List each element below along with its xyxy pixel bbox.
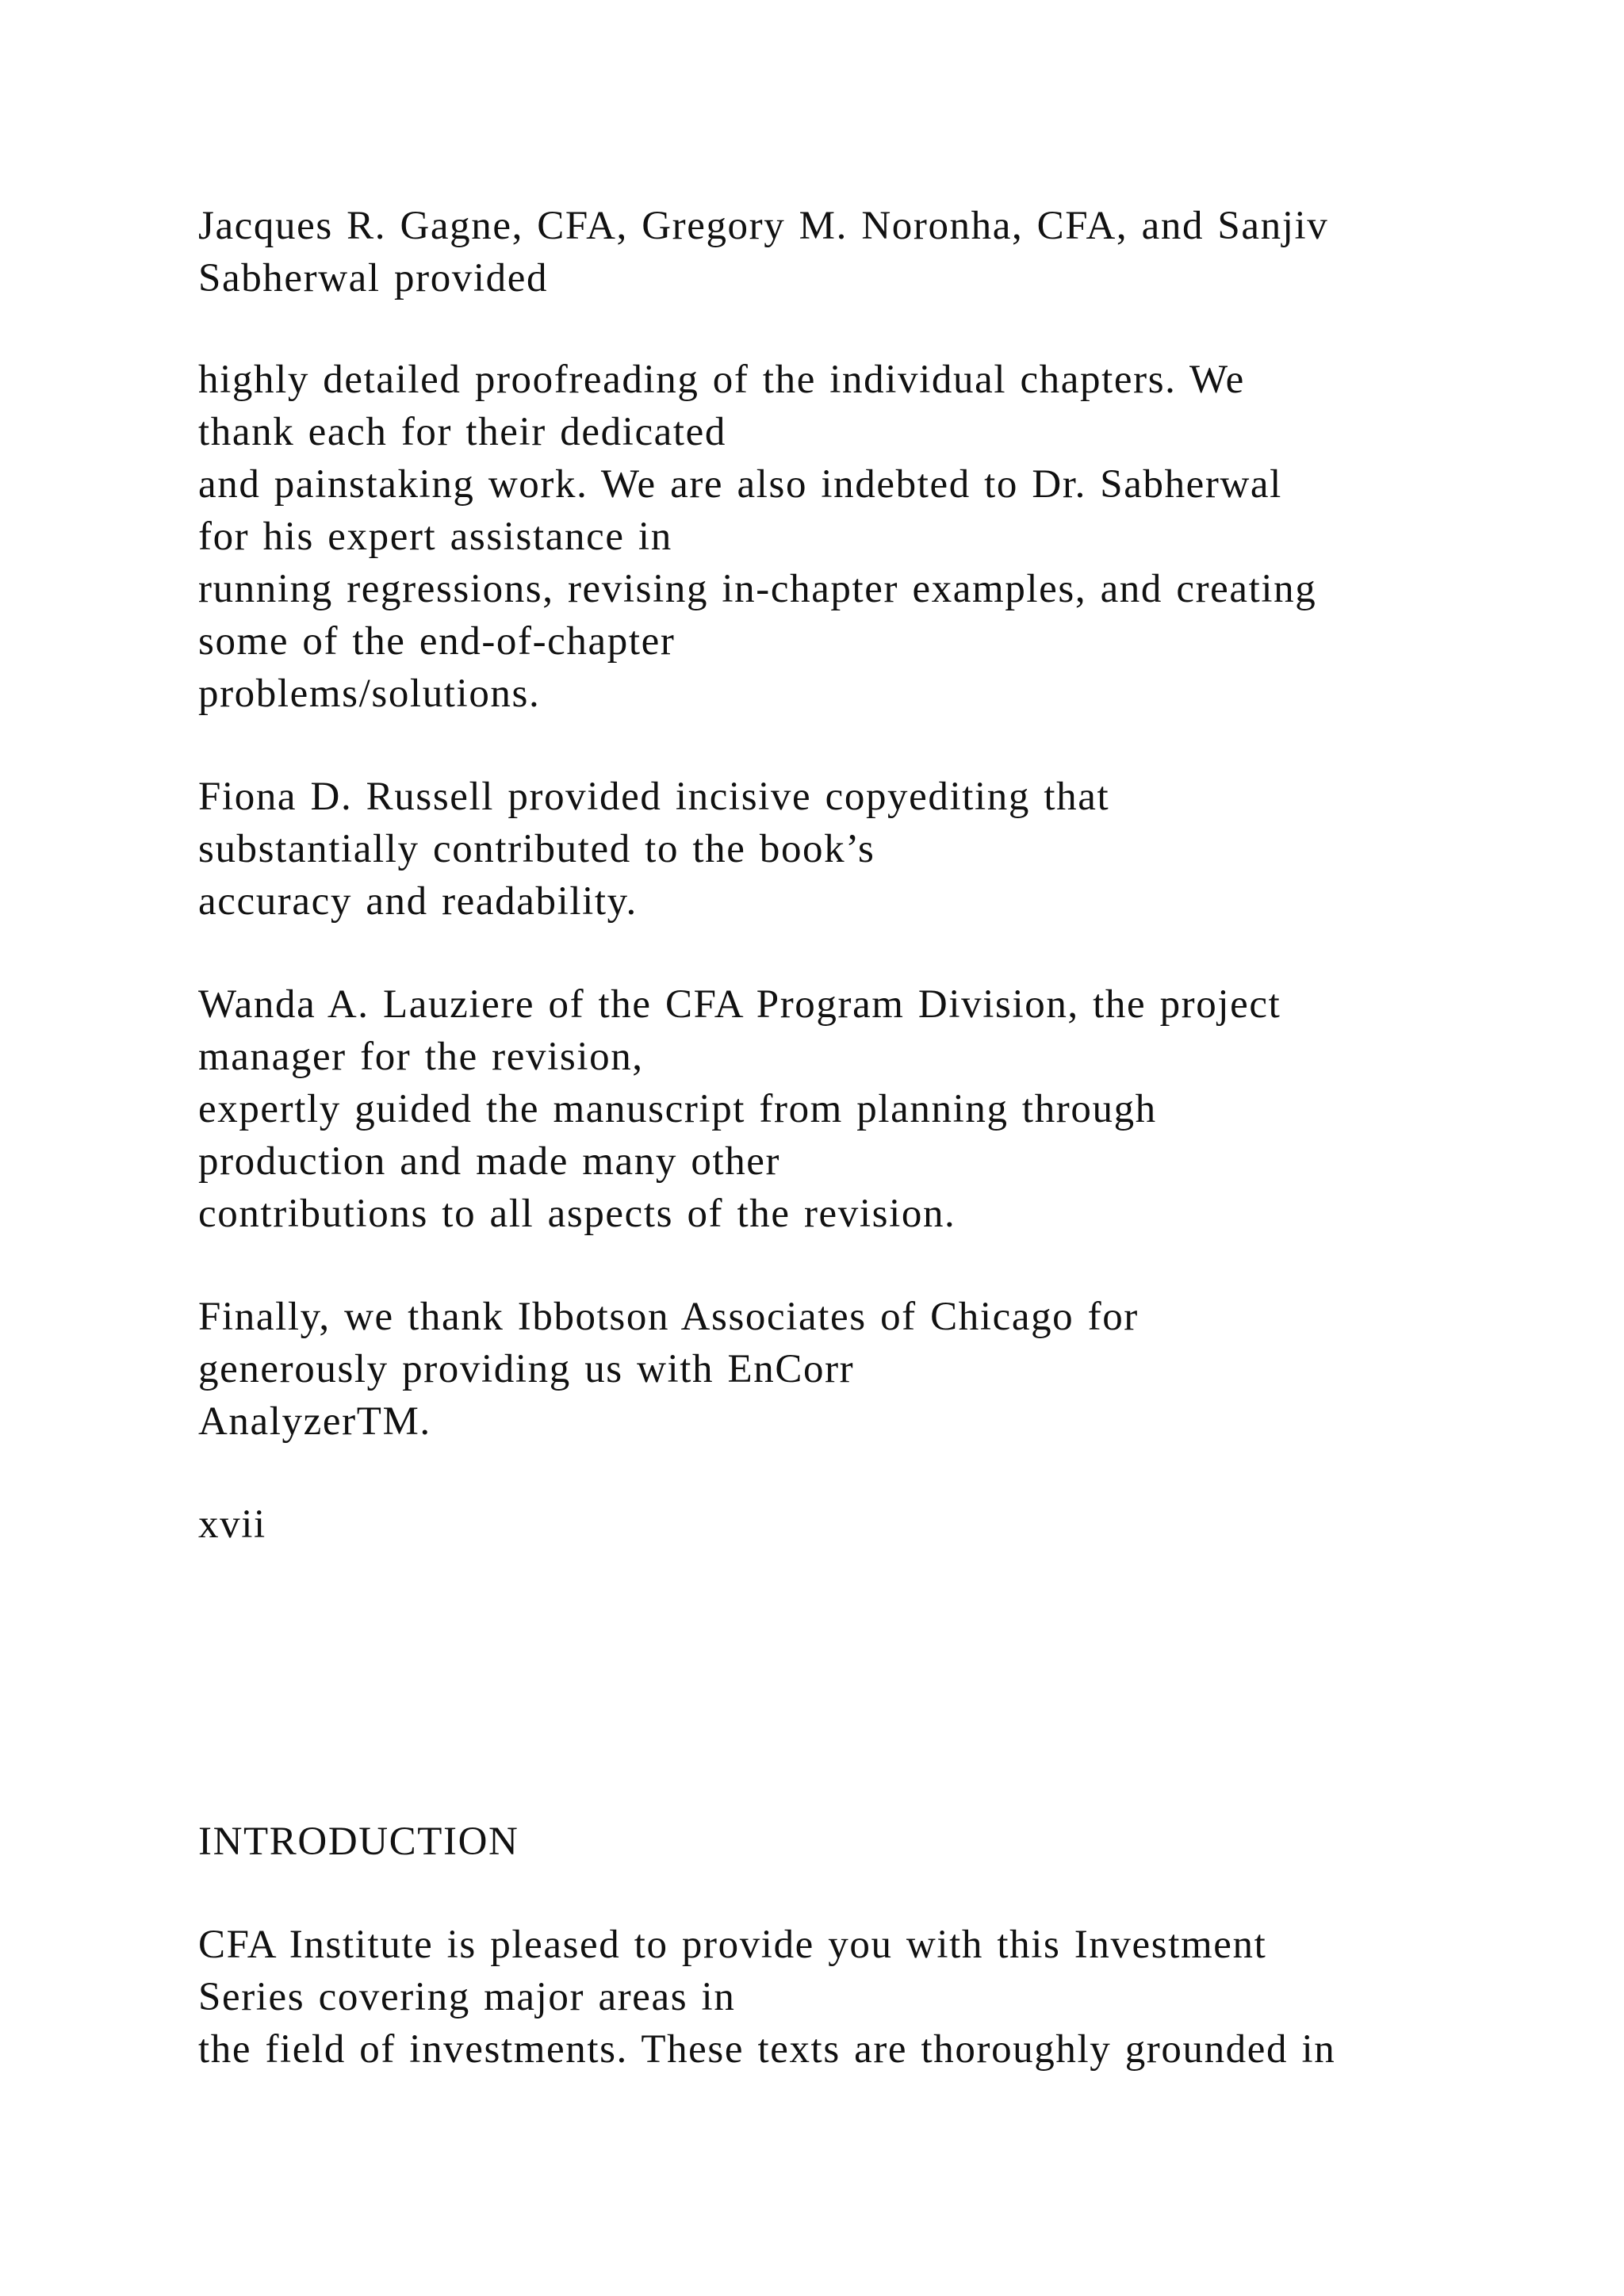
text-line: production and made many other bbox=[198, 1139, 781, 1184]
text-line: thank each for their dedicated bbox=[198, 410, 727, 454]
text-line: contributions to all aspects of the revision. bbox=[198, 1192, 956, 1236]
text-line: CFA Institute is pleased to provide you with this Investment bbox=[198, 1923, 1267, 1967]
text-line: the field of investments. These texts are thoroughly grounded in bbox=[198, 2027, 1336, 2072]
text-line: manager for the revision, bbox=[198, 1035, 644, 1079]
text-line: Series covering major areas in bbox=[198, 1975, 736, 2019]
text-line: AnalyzerTM. bbox=[198, 1399, 431, 1444]
text-line: running regressions, revising in-chapter examples, and creating bbox=[198, 567, 1317, 611]
text-line: Finally, we thank Ibbotson Associates of Chicago for bbox=[198, 1295, 1139, 1339]
text-line: Wanda A. Lauziere of the CFA Program Division, the project bbox=[198, 982, 1281, 1027]
text-line: expertly guided the manuscript from planning through bbox=[198, 1087, 1157, 1131]
text-line: for his expert assistance in bbox=[198, 515, 672, 559]
page-number: xvii bbox=[198, 1502, 266, 1547]
text-line: generously providing us with EnCorr bbox=[198, 1347, 855, 1391]
text-line: Jacques R. Gagne, CFA, Gregory M. Noronha, CFA, and Sanjiv bbox=[198, 204, 1329, 248]
text-line: Sabherwal provided bbox=[198, 256, 549, 300]
text-line: highly detailed proofreading of the individual chapters. We bbox=[198, 358, 1245, 402]
section-heading: INTRODUCTION bbox=[198, 1820, 519, 1864]
text-line: Fiona D. Russell provided incisive copyediting that bbox=[198, 775, 1110, 819]
text-line: some of the end-of-chapter bbox=[198, 619, 676, 664]
text-line: problems/solutions. bbox=[198, 672, 541, 716]
text-line: substantially contributed to the book’s bbox=[198, 827, 875, 871]
text-line: accuracy and readability. bbox=[198, 879, 638, 924]
text-line: and painstaking work. We are also indebted to Dr. Sabherwal bbox=[198, 462, 1282, 507]
